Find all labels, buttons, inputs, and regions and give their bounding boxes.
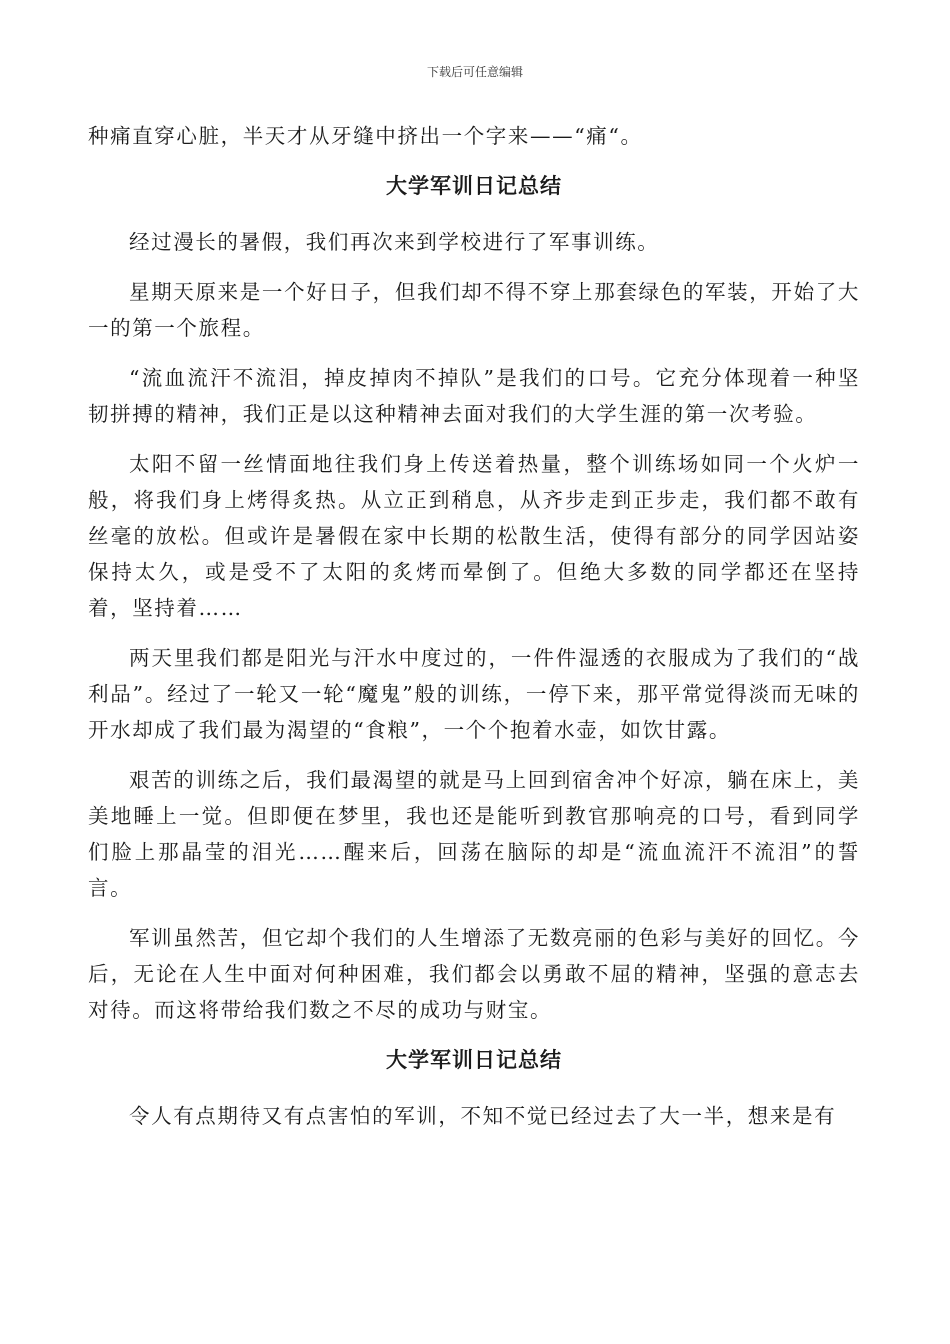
page-header: 下载后可任意编辑 [426, 65, 523, 79]
paragraph-8: 令人有点期待又有点害怕的军训，不知不觉已经过去了大一半，想来是有 [129, 1104, 837, 1128]
paragraph-3: “流血流汗不流泪，掉皮掉肉不掉队”是我们的口号。它充分体现着一种坚韧拼搏的精神，我们正是以这种精神去面对我们的大学生涯的第一次考验。 [88, 366, 860, 426]
paragraph-continued: 种痛直穿心脏，半天才从牙缝中挤出一个字来——“痛“。 [88, 124, 643, 148]
paragraph-5: 两天里我们都是阳光与汗水中度过的，一件件湿透的衣服成为了我们的“战利品”。经过了一轮又一轮“魔鬼”般的训练，一停下来，那平常觉得淡而无味的开水却成了我们最为渴望的“食粮”，一个个抱着水壶，如饮甘露。 [88, 646, 860, 742]
section-heading-2: 大学军训日记总结 [386, 1048, 562, 1072]
paragraph-6: 艰苦的训练之后，我们最渴望的就是马上回到宿舍冲个好凉，躺在床上，美美地睡上一觉。但即便在梦里，我也还是能听到教官那响亮的口号，看到同学们脸上那晶莹的泪光……醒来后，回荡在脑际的却是“流血流汗不流泪”的誓言。 [88, 768, 860, 900]
paragraph-2: 星期天原来是一个好日子，但我们却不得不穿上那套绿色的军装，开始了大一的第一个旅程。 [88, 280, 860, 340]
paragraph-7: 军训虽然苦，但它却个我们的人生增添了无数亮丽的色彩与美好的回忆。今后，无论在人生中面对何种困难，我们都会以勇敢不屈的精神，坚强的意志去对待。而这将带给我们数之不尽的成功与财宝。 [88, 926, 860, 1022]
paragraph-1: 经过漫长的暑假，我们再次来到学校进行了军事训练。 [129, 230, 660, 254]
document-body [88, 118, 860, 1148]
paragraph-4: 太阳不留一丝情面地往我们身上传送着热量，整个训练场如同一个火炉一般，将我们身上烤得炙热。从立正到稍息，从齐步走到正步走，我们都不敢有丝毫的放松。但或许是暑假在家中长期的松散生活，使得有部分的同学因站姿保持太久，或是受不了太阳的炙烤而晕倒了。但绝大多数的同学都还在坚持着，坚持着…… [88, 452, 860, 620]
section-heading-1: 大学军训日记总结 [386, 174, 562, 198]
